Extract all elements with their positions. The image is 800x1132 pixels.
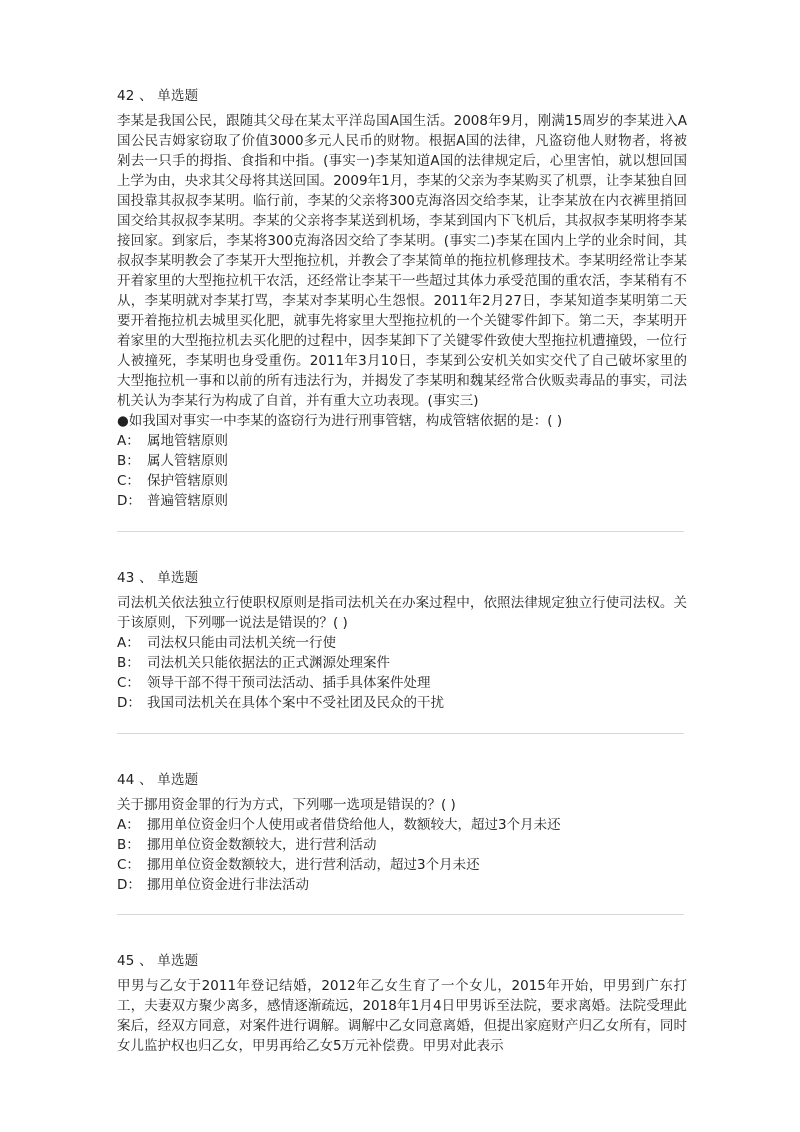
option-key: A： [117, 433, 140, 449]
question-divider [117, 733, 684, 734]
options-list [117, 431, 687, 511]
option-text: 属人管辖原则 [147, 453, 228, 469]
option-key: D： [117, 695, 141, 711]
options-list [117, 633, 687, 713]
option-text: 司法权只能由司法机关统一行使 [147, 635, 336, 651]
option-c[interactable] [117, 855, 687, 875]
option-c[interactable] [117, 471, 687, 491]
option-text: 我国司法机关在具体个案中不受社团及民众的干扰 [147, 695, 444, 711]
question-header: 43 、 单选题 [117, 570, 199, 586]
question-stem: 司法机关依法独立行使职权原则是指司法机关在办案过程中，依照法律规定独立行使司法权。关于该原则，下列哪一说法是错误的？( ) [117, 595, 687, 631]
question-stem: 甲男与乙女于2011年登记结婚，2012年乙女生育了一个女儿，2015年开始，甲男到广东打工，夫妻双方聚少离多，感情逐渐疏远，2018年1月4日甲男诉至法院，要求离婚。法院受理此案后，经双方同意，对案件进行调解。调解中乙女同意离婚，但提出家庭财产归乙女所有，同时女儿监护权也归乙女，甲男再给乙女5万元补偿费。甲男对此表示 [117, 978, 687, 1054]
question-sub-prompt: ●如我国对事实一中李某的盗窃行为进行刑事管辖，构成管辖依据的是：( ) [117, 413, 563, 429]
option-key: A： [117, 817, 140, 833]
question-42 [117, 86, 687, 511]
option-key: C： [117, 857, 140, 873]
option-d[interactable] [117, 875, 687, 895]
option-b[interactable] [117, 451, 687, 471]
question-header: 45 、 单选题 [117, 953, 199, 969]
option-a[interactable] [117, 633, 687, 653]
option-key: C： [117, 473, 140, 489]
option-key: B： [117, 453, 140, 469]
option-text: 挪用单位资金数额较大，进行营利活动，超过3个月未还 [147, 857, 480, 873]
question-stem: 李某是我国公民，跟随其父母在某太平洋岛国A国生活。2008年9月，刚满15周岁的李某进入A国公民吉姆家窃取了价值3000多元人民币的财物。根据A国的法律，凡盗窃他人财物者，将被剁去一只手的拇指、食指和中指。(事实一)李某知道A国的法律规定后，心里害怕，就以想回国上学为由，央求其父母将其送回国。2009年1月，李某的父亲为李某购买了机票，让李某独自回国投靠其叔叔李某明。临行前，李某的父亲将300克海洛因交给李某，让李某放在内衣裤里捎回国交给其叔叔李某明。李某的父亲将李某送到机场，李某到国内下飞机后，其叔叔李某明将李某接回家。到家后，李某将300克海洛因交给了李某明。(事实二)李某在国内上学的业余时间，其叔叔李某明教会了李某开大型拖拉机，并教会了李某简单的拖拉机修理技术。李某明经常让李某开着家里的大型拖拉机干农活，还经常让李某干一些超过其体力承受范围的重农活，李某稍有不从，李某明就对李某打骂，李某对李某明心生怨恨。2011年2月27日，李某知道李某明第二天要开着拖拉机去城里买化肥，就事先将家里大型拖拉机的一个关键零件卸下。第二天，李某明开着家里的大型拖拉机去买化肥的过程中，因李某卸下了关键零件致使大型拖拉机遭撞毁，一位行人被撞死，李某明也身受重伤。2011年3月10日，李某到公安机关如实交代了自己破坏家里的大型拖拉机一事和以前的所有违法行为，并揭发了李某明和魏某经常合伙贩卖毒品的事实，司法机关认为李某行为构成了自首，并有重大立功表现。(事实三) [117, 113, 687, 409]
option-key: C： [117, 675, 140, 691]
option-text: 普遍管辖原则 [147, 493, 228, 509]
question-header: 44 、 单选题 [117, 772, 199, 788]
option-text: 挪用单位资金数额较大，进行营利活动 [147, 837, 377, 853]
option-b[interactable] [117, 653, 687, 673]
question-stem: 关于挪用资金罪的行为方式，下列哪一选项是错误的？( ) [117, 797, 456, 813]
option-a[interactable] [117, 431, 687, 451]
option-a[interactable] [117, 815, 687, 835]
option-b[interactable] [117, 835, 687, 855]
option-c[interactable] [117, 673, 687, 693]
question-header: 42 、 单选题 [117, 88, 199, 104]
options-list [117, 815, 687, 895]
option-d[interactable] [117, 693, 687, 713]
option-text: 司法机关只能依据法的正式渊源处理案件 [147, 655, 390, 671]
question-divider [117, 531, 684, 532]
option-text: 挪用单位资金进行非法活动 [147, 877, 309, 893]
option-key: A： [117, 635, 140, 651]
option-text: 保护管辖原则 [147, 473, 228, 489]
option-key: D： [117, 493, 141, 509]
option-key: B： [117, 837, 140, 853]
option-key: D： [117, 877, 141, 893]
option-text: 挪用单位资金归个人使用或者借贷给他人，数额较大，超过3个月未还 [147, 817, 561, 833]
option-text: 领导干部不得干预司法活动、插手具体案件处理 [147, 675, 431, 691]
option-text: 属地管辖原则 [147, 433, 228, 449]
option-d[interactable] [117, 491, 687, 511]
question-43 [117, 568, 687, 713]
option-key: B： [117, 655, 140, 671]
document-page [117, 86, 687, 1056]
question-44 [117, 770, 687, 895]
question-45 [117, 951, 687, 1056]
question-divider [117, 914, 684, 915]
